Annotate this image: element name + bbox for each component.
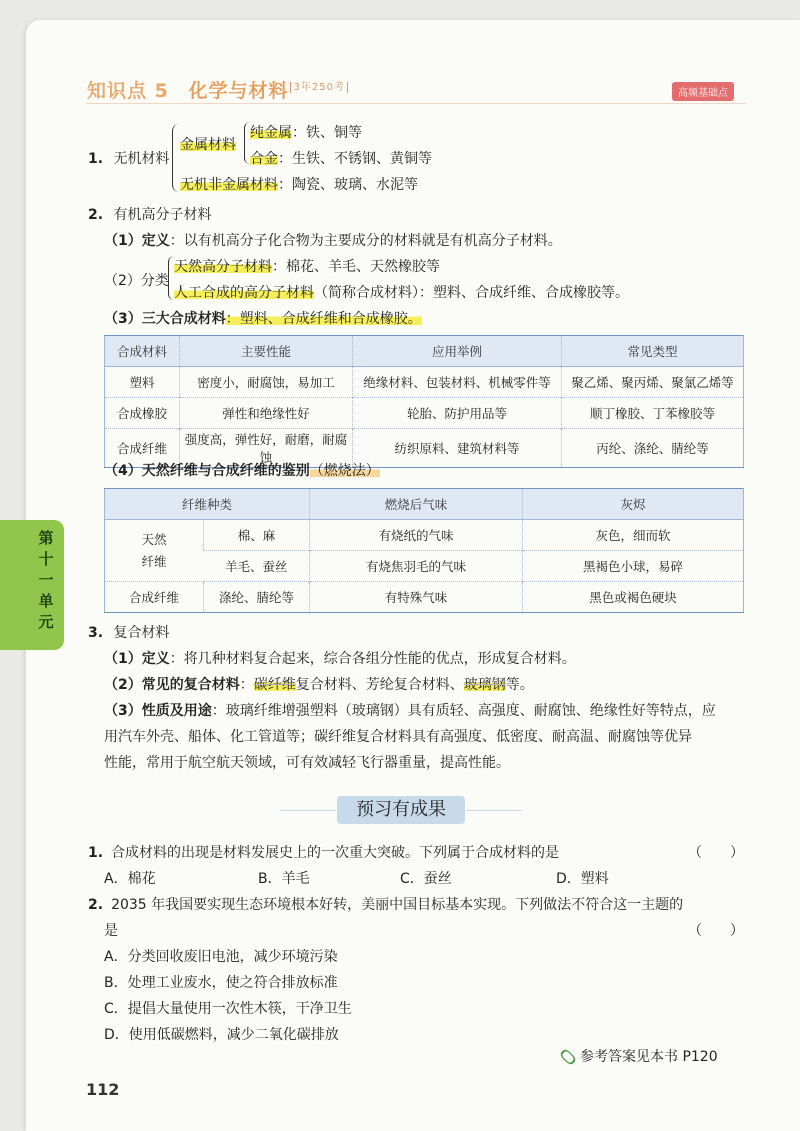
s2-synthetic bbox=[174, 282, 629, 302]
kp-tag: 3年250考 bbox=[290, 82, 347, 93]
table-cell: 棉、麻 bbox=[204, 520, 310, 551]
table2-header: 灰烬 bbox=[523, 489, 744, 520]
table-cell: 黑褐色小球，易碎 bbox=[523, 551, 744, 582]
unit-side-tab-label: 第十一单元 bbox=[38, 529, 54, 631]
ident-label: （4）天然纤维与合成纤维的鉴别 bbox=[104, 463, 310, 479]
natural-polymer-examples: ：棉花、羊毛、天然橡胶等 bbox=[272, 259, 440, 275]
s3-common-mid: 复合材料、芳纶复合材料、 bbox=[295, 677, 464, 693]
synthetic-materials-table bbox=[104, 335, 744, 468]
table-cell: 弹性和绝缘性好 bbox=[180, 398, 353, 429]
s3-heading bbox=[88, 622, 170, 642]
table-cell: 聚乙烯、聚丙烯、聚氯乙烯等 bbox=[562, 367, 744, 398]
table-cell: 有特殊气味 bbox=[310, 582, 523, 613]
synthetic-polymer-examples: （简称合成材料）：塑料、合成纤维、合成橡胶等。 bbox=[314, 285, 629, 301]
nonmetal-text: 无机非金属材料 bbox=[180, 177, 278, 193]
s2-heading bbox=[88, 204, 212, 224]
s1-pure-metal bbox=[250, 122, 362, 142]
table1-header: 常见类型 bbox=[562, 336, 744, 367]
header-divider bbox=[86, 103, 746, 104]
table2-header: 纤维种类 bbox=[105, 489, 310, 520]
q2-option-a[interactable]: A．分类回收废旧电池，减少环境污染 bbox=[104, 949, 338, 965]
group1-line2: 纤维 bbox=[141, 553, 167, 569]
table2-header-row bbox=[105, 489, 744, 520]
table-row bbox=[105, 582, 744, 613]
table-cell: 强度高，弹性好，耐磨，耐腐蚀 bbox=[180, 429, 353, 468]
s1-brace bbox=[172, 124, 179, 192]
s3-number: 3. bbox=[88, 625, 104, 641]
s3-use-line1 bbox=[104, 700, 716, 720]
s2-identification bbox=[104, 460, 380, 480]
table-cell: 灰色，细而软 bbox=[523, 520, 744, 551]
q2-number: 2. bbox=[88, 897, 104, 913]
table-cell: 顺丁橡胶、丁苯橡胶等 bbox=[562, 398, 744, 429]
frequency-badge: 高频基础点 bbox=[672, 82, 734, 101]
s1-heading bbox=[88, 148, 170, 168]
table-cell: 有烧纸的气味 bbox=[310, 520, 523, 551]
table-cell: 合成纤维 bbox=[105, 429, 180, 468]
question-2-stem bbox=[88, 894, 683, 914]
s3-use-label: （3）性质及用途 bbox=[104, 703, 212, 719]
natural-polymer-text: 天然高分子材料 bbox=[174, 259, 272, 275]
q1-option-c[interactable]: C．蚕丝 bbox=[400, 871, 452, 887]
section-banner: 预习有成果 bbox=[337, 796, 465, 824]
group1-line1: 天然 bbox=[141, 531, 167, 547]
table-cell: 羊毛、蚕丝 bbox=[204, 551, 310, 582]
s2-def-text: ：以有机高分子化合物为主要成分的材料就是有机高分子材料。 bbox=[169, 233, 562, 249]
table-cell: 纺织原料、建筑材料等 bbox=[353, 429, 562, 468]
q1-option-a[interactable]: A．棉花 bbox=[104, 871, 156, 887]
fiber-identification-table bbox=[104, 488, 744, 613]
nonmetal-examples: ：陶瓷、玻璃、水泥等 bbox=[278, 177, 418, 193]
s2-definition bbox=[104, 230, 562, 250]
table-row bbox=[105, 367, 744, 398]
table-row bbox=[105, 398, 744, 429]
pure-metal-text: 纯金属 bbox=[250, 125, 292, 141]
s3-def-label: （1）定义 bbox=[104, 651, 170, 667]
q2-option-d[interactable]: D．使用低碳燃料，减少二氧化碳排放 bbox=[104, 1027, 339, 1043]
s2-title: 有机高分子材料 bbox=[113, 207, 212, 223]
s1-nonmetal bbox=[180, 174, 418, 194]
table-cell: 合成橡胶 bbox=[105, 398, 180, 429]
s3-definition bbox=[104, 648, 576, 668]
s1-title: 无机材料 bbox=[113, 151, 170, 167]
table-cell: 有烧焦羽毛的气味 bbox=[310, 551, 523, 582]
question-1-stem bbox=[88, 842, 559, 862]
table-cell: 黑色或褐色硬块 bbox=[523, 582, 744, 613]
answer-reference bbox=[560, 1046, 718, 1066]
banner-line-right bbox=[466, 810, 522, 811]
alloy-examples: ：生铁、不锈钢、黄铜等 bbox=[278, 151, 432, 167]
s1-metal bbox=[180, 134, 236, 154]
pure-metal-examples: ：铁、铜等 bbox=[292, 125, 362, 141]
link-icon bbox=[559, 1048, 577, 1066]
knowledge-point-title bbox=[87, 76, 348, 103]
answer-reference-text: 参考答案见本书 P120 bbox=[580, 1049, 718, 1065]
three-label: （3）三大合成材料 bbox=[104, 311, 226, 327]
banner-line-left bbox=[280, 810, 336, 811]
s3-use-text1: ：玻璃纤维增强塑料（玻璃钢）具有质轻、高强度、耐腐蚀、绝缘性好等特点，应 bbox=[211, 703, 716, 719]
synthetic-polymer-text: 人工合成的高分子材料 bbox=[174, 285, 314, 301]
q2-text2: 是 bbox=[104, 923, 118, 939]
s2-def-label: （1）定义 bbox=[104, 233, 170, 249]
table-row bbox=[105, 520, 744, 551]
three-text: ：塑料、合成纤维和合成橡胶。 bbox=[225, 311, 422, 327]
table1-header: 主要性能 bbox=[180, 336, 353, 367]
s2-class-label: （2）分类 bbox=[104, 273, 169, 289]
table-cell: 轮胎、防护用品等 bbox=[353, 398, 562, 429]
table-cell: 塑料 bbox=[105, 367, 180, 398]
s3-common bbox=[104, 674, 534, 694]
table-cell: 涤纶、腈纶等 bbox=[204, 582, 310, 613]
kp-name: 化学与材料 bbox=[188, 80, 289, 102]
s3-title: 复合材料 bbox=[113, 625, 170, 641]
table-cell: 丙纶、涤纶、腈纶等 bbox=[562, 429, 744, 468]
q1-answer-blank[interactable]: （ ） bbox=[688, 845, 744, 861]
metal-material-text: 金属材料 bbox=[180, 137, 236, 153]
alloy-text: 合金 bbox=[250, 151, 278, 167]
s3-common-label: （2）常见的复合材料 bbox=[104, 677, 240, 693]
kp-label: 知识点 5 bbox=[87, 80, 169, 102]
s2-natural bbox=[174, 256, 440, 276]
s2-three-materials bbox=[104, 308, 422, 328]
s2-number: 2. bbox=[88, 207, 104, 223]
table-cell-group bbox=[105, 520, 204, 582]
table2-header: 燃烧后气味 bbox=[310, 489, 523, 520]
q2-option-b[interactable]: B．处理工业废水，使之符合排放标准 bbox=[104, 975, 338, 991]
s1-alloy bbox=[250, 148, 432, 168]
ident-method: （燃烧法） bbox=[309, 463, 380, 479]
q2-text1: 2035 年我国要实现生态环境根本好转，美丽中国目标基本实现。下列做法不符合这一主题的 bbox=[111, 897, 684, 913]
s3-use-line3: 性能，常用于航空航天领域，可有效减轻飞行器重量，提高性能。 bbox=[104, 755, 510, 771]
s3-def-text: ：将几种材料复合起来，综合各组分性能的优点，形成复合材料。 bbox=[169, 651, 576, 667]
q2-option-c[interactable]: C．提倡大量使用一次性木筷，干净卫生 bbox=[104, 1001, 352, 1017]
table1-header-row bbox=[105, 336, 744, 367]
carbon-fiber-text: 碳纤维 bbox=[253, 677, 296, 693]
q2-answer-blank[interactable]: （ ） bbox=[688, 923, 744, 939]
table1-header: 合成材料 bbox=[105, 336, 180, 367]
glass-steel-text: 玻璃钢 bbox=[463, 677, 506, 693]
q1-text: 合成材料的出现是材料发展史上的一次重大突破。下列属于合成材料的是 bbox=[111, 845, 560, 861]
s3-common-colon: ： bbox=[239, 677, 254, 693]
table1-header: 应用举例 bbox=[353, 336, 562, 367]
s1-number: 1. bbox=[88, 151, 104, 167]
q1-option-b[interactable]: B．羊毛 bbox=[258, 871, 310, 887]
page-number: 112 bbox=[86, 1080, 120, 1099]
s3-use-line2: 用汽车外壳、船体、化工管道等；碳纤维复合材料具有高强度、低密度、耐高温、耐腐蚀等优异 bbox=[104, 729, 692, 745]
q1-number: 1. bbox=[88, 845, 104, 861]
q1-option-d[interactable]: D．塑料 bbox=[556, 871, 609, 887]
s3-common-end: 等。 bbox=[505, 677, 534, 693]
table-cell: 绝缘材料、包装材料、机械零件等 bbox=[353, 367, 562, 398]
table-cell-group: 合成纤维 bbox=[105, 582, 204, 613]
table-cell: 密度小，耐腐蚀，易加工 bbox=[180, 367, 353, 398]
